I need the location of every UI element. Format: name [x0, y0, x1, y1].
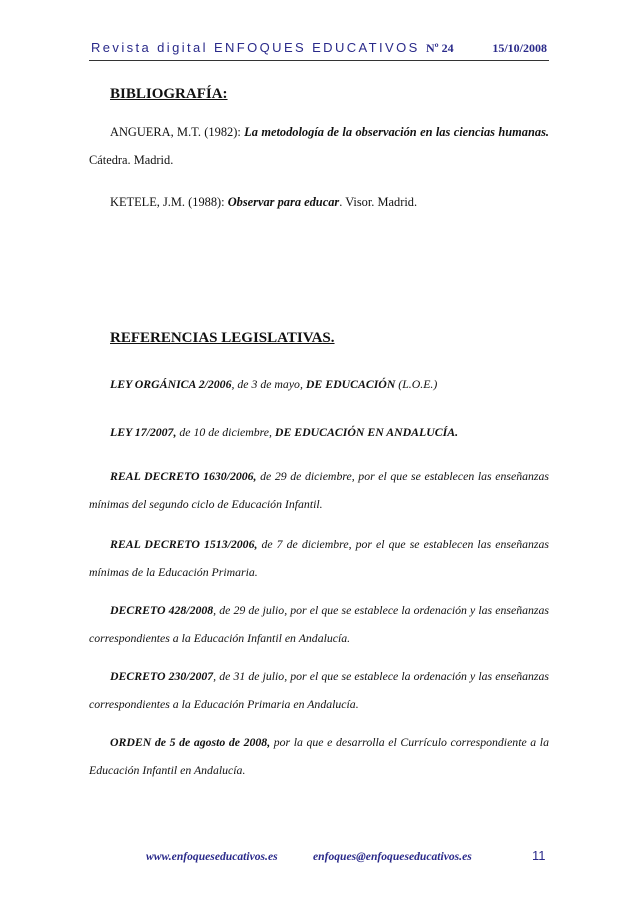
- law-description: , de 31 de julio, por el que se establece la ordenación y las enseñanzas correspondientes a la Educación Primaria en Andalucía.: [89, 669, 549, 711]
- law-description: por la que e desarrolla el Currículo correspondiente a la Educación Infantil en Andalucía.: [89, 735, 549, 777]
- law-name: REAL DECRETO 1513/2006,: [110, 537, 258, 551]
- issue-number: Nº 24: [426, 41, 454, 55]
- ref-publisher: . Visor. Madrid.: [339, 195, 418, 209]
- law-abbrev: (L.O.E.): [395, 377, 438, 391]
- law-name: DECRETO 230/2007: [110, 669, 214, 683]
- legislation-entry: [89, 370, 549, 398]
- legislation-entry: [89, 462, 549, 518]
- law-description: de 7 de diciembre, por el que se establecen las enseñanzas mínimas de la Educación Primaria.: [89, 537, 549, 579]
- law-date: de 10 de diciembre,: [176, 425, 275, 439]
- law-date: , de 3 de mayo,: [231, 377, 306, 391]
- law-name: REAL DECRETO 1630/2006,: [110, 469, 257, 483]
- legislation-entry: [89, 530, 549, 586]
- legislation-entry: [89, 596, 549, 652]
- journal-title: Revista digital ENFOQUES EDUCATIVOS: [91, 40, 420, 55]
- email-link[interactable]: enfoques@enfoqueseducativos.es: [313, 850, 472, 863]
- legislation-entry: [89, 728, 549, 784]
- law-name: LEY ORGÁNICA 2/2006: [110, 377, 232, 391]
- ref-publisher: Cátedra. Madrid.: [89, 153, 174, 167]
- law-description: de 29 de diciembre, por el que se establecen las enseñanzas mínimas del segundo ciclo de Educación Infantil.: [89, 469, 549, 511]
- website-link[interactable]: www.enfoqueseducativos.es: [146, 850, 278, 863]
- issue-date: 15/10/2008: [492, 41, 547, 55]
- law-name: LEY 17/2007,: [110, 425, 177, 439]
- legislative-heading: REFERENCIAS LEGISLATIVAS.: [110, 330, 335, 346]
- bibliography-entry: [89, 118, 549, 174]
- law-subject: DE EDUCACIÓN: [305, 377, 396, 391]
- legislation-entry: [89, 418, 549, 446]
- law-name: DECRETO 428/2008: [110, 603, 214, 617]
- law-name: ORDEN de 5 de agosto de 2008,: [110, 735, 271, 749]
- page-header: [89, 40, 549, 61]
- bibliography-heading: BIBLIOGRAFÍA:: [110, 86, 228, 102]
- ref-author: ANGUERA, M.T. (1982):: [110, 125, 245, 139]
- law-subject: DE EDUCACIÓN EN ANDALUCÍA.: [274, 425, 459, 439]
- law-description: , de 29 de julio, por el que se establece la ordenación y las enseñanzas correspondientes a la Educación Infantil en Andalucía.: [89, 603, 549, 645]
- legislation-entry: [89, 662, 549, 718]
- ref-author: KETELE, J.M. (1988):: [110, 195, 228, 209]
- page-number: 11: [532, 848, 546, 863]
- bibliography-entry: [89, 188, 549, 216]
- ref-title: La metodología de la observación en las ciencias humanas.: [244, 125, 549, 139]
- page-footer: [0, 848, 638, 868]
- ref-title: Observar para educar: [227, 195, 340, 209]
